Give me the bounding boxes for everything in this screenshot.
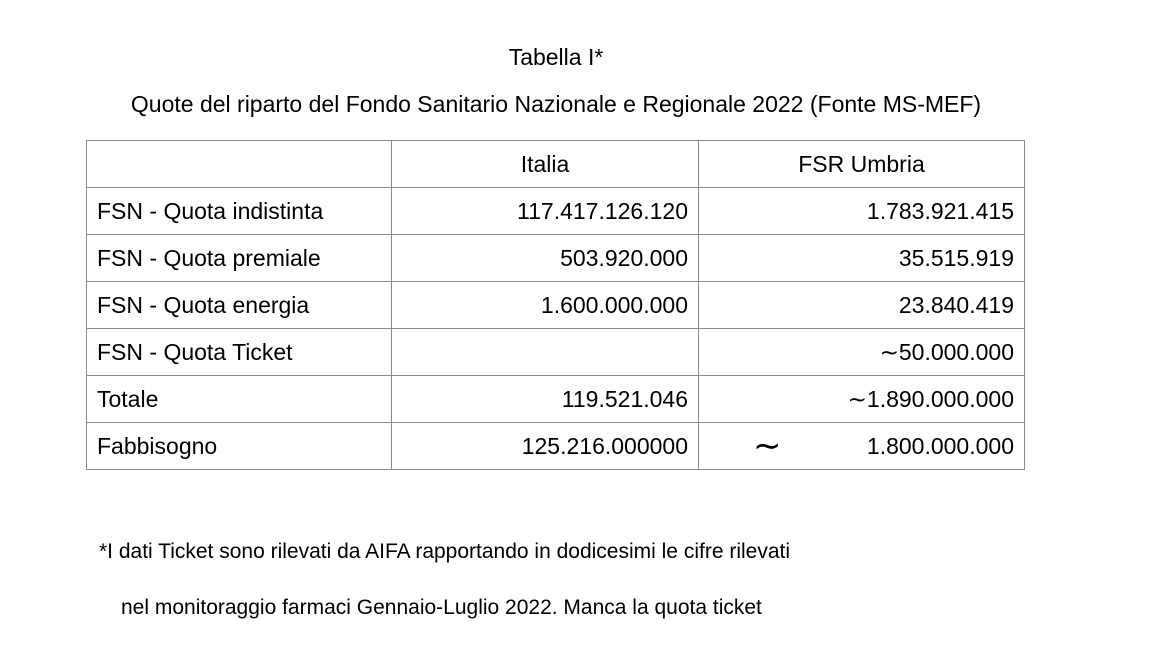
table-subtitle: Quote del riparto del Fondo Sanitario Nazionale e Regionale 2022 (Fonte MS-MEF) bbox=[130, 91, 982, 117]
table-row bbox=[87, 423, 1025, 470]
table-row bbox=[87, 376, 1025, 423]
cell-fsr: ∼1.890.000.000 bbox=[699, 376, 1025, 423]
cell-fsr: ∼50.000.000 bbox=[699, 329, 1025, 376]
cell-italia: 1.600.000.000 bbox=[392, 282, 699, 329]
header-cell-fsr-umbria: FSR Umbria bbox=[699, 141, 1025, 188]
cell-italia: 117.417.126.120 bbox=[392, 188, 699, 235]
footnote-line-1: *I dati Ticket sono rilevati da AIFA rapportando in dodicesimi le cifre rilevati bbox=[99, 540, 791, 563]
cell-italia: 119.521.046 bbox=[392, 376, 699, 423]
data-table bbox=[86, 140, 1025, 470]
table-header-row bbox=[87, 141, 1025, 188]
table-row bbox=[87, 235, 1025, 282]
row-label: FSN - Quota premiale bbox=[87, 235, 392, 282]
footnote-line-2: nel monitoraggio farmaci Gennaio-Luglio 2022. Manca la quota ticket bbox=[121, 596, 762, 619]
row-label: Totale bbox=[87, 376, 392, 423]
row-label: FSN - Quota indistinta bbox=[87, 188, 392, 235]
row-label: Fabbisogno bbox=[87, 423, 392, 470]
cell-italia: 125.216.000000 bbox=[392, 423, 699, 470]
approx-symbol: ∼ bbox=[753, 427, 782, 465]
header-cell-empty bbox=[87, 141, 392, 188]
header-cell-italia: Italia bbox=[392, 141, 699, 188]
cell-fsr: 35.515.919 bbox=[699, 235, 1025, 282]
cell-fsr-value: 1.800.000.000 bbox=[866, 432, 1014, 459]
row-label: FSN - Quota Ticket bbox=[87, 329, 392, 376]
cell-fsr: 1.783.921.415 bbox=[699, 188, 1025, 235]
table-row bbox=[87, 282, 1025, 329]
cell-italia: 503.920.000 bbox=[392, 235, 699, 282]
cell-fsr bbox=[699, 423, 1025, 470]
cell-italia bbox=[392, 329, 699, 376]
table-title: Tabella I* bbox=[508, 44, 604, 70]
cell-fsr: 23.840.419 bbox=[699, 282, 1025, 329]
table-row bbox=[87, 329, 1025, 376]
row-label: FSN - Quota energia bbox=[87, 282, 392, 329]
table-row bbox=[87, 188, 1025, 235]
